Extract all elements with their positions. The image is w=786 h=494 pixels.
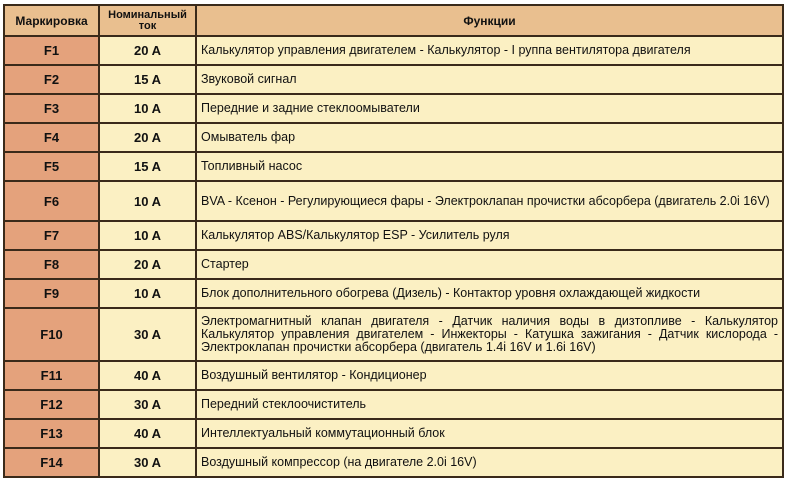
fuse-mark: F10 <box>4 308 99 361</box>
fuse-mark: F2 <box>4 65 99 94</box>
fuse-mark: F3 <box>4 94 99 123</box>
fuse-function: Воздушный вентилятор - Кондиционер <box>196 361 783 390</box>
fuse-mark: F4 <box>4 123 99 152</box>
fuse-current: 10 A <box>99 221 196 250</box>
fuse-function: Стартер <box>196 250 783 279</box>
fuse-mark: F1 <box>4 36 99 65</box>
fuse-current: 40 A <box>99 419 196 448</box>
table-row <box>4 36 783 65</box>
fuse-mark: F6 <box>4 181 99 221</box>
fuse-current: 10 A <box>99 94 196 123</box>
fuse-table-container <box>3 4 782 478</box>
fuse-current: 30 A <box>99 448 196 477</box>
fuse-current: 20 A <box>99 123 196 152</box>
table-row <box>4 181 783 221</box>
fuse-current: 15 A <box>99 65 196 94</box>
header-current: Номинальный ток <box>99 5 196 36</box>
table-row <box>4 221 783 250</box>
fuse-mark: F9 <box>4 279 99 308</box>
table-row <box>4 308 783 361</box>
fuse-current: 30 A <box>99 390 196 419</box>
table-row <box>4 94 783 123</box>
fuse-function: Воздушный компрессор (на двигателе 2.0i 16V) <box>196 448 783 477</box>
table-row <box>4 152 783 181</box>
fuse-function: Топливный насос <box>196 152 783 181</box>
table-row <box>4 65 783 94</box>
fuse-mark: F12 <box>4 390 99 419</box>
table-row <box>4 448 783 477</box>
fuse-function: Калькулятор управления двигателем - Калькулятор - I руппа вентилятора двигателя <box>196 36 783 65</box>
fuse-current: 20 A <box>99 250 196 279</box>
fuse-current: 40 A <box>99 361 196 390</box>
fuse-current: 20 A <box>99 36 196 65</box>
table-row <box>4 390 783 419</box>
header-functions: Функции <box>196 5 783 36</box>
table-row <box>4 250 783 279</box>
fuse-current: 10 A <box>99 181 196 221</box>
fuse-mark: F7 <box>4 221 99 250</box>
fuse-function: Интеллектуальный коммутационный блок <box>196 419 783 448</box>
fuse-table <box>3 4 784 478</box>
table-row <box>4 361 783 390</box>
fuse-function: Электромагнитный клапан двигателя - Датчик наличия воды в дизтопливе - Калькулятор Калькулятор управления двигателем - Инжекторы - Катушка зажигания - Датчик кислорода - Электроклапан прочистки абсорбера (двигатель 1.4i 16V и 1.6i 16V) <box>196 308 783 361</box>
table-row <box>4 123 783 152</box>
header-row <box>4 5 783 36</box>
fuse-mark: F8 <box>4 250 99 279</box>
fuse-function: BVA - Ксенон - Регулирующиеся фары - Электроклапан прочистки абсорбера (двигатель 2.0i 16V) <box>196 181 783 221</box>
fuse-current: 10 A <box>99 279 196 308</box>
fuse-function: Блок дополнительного обогрева (Дизель) - Контактор уровня охлаждающей жидкости <box>196 279 783 308</box>
table-row <box>4 419 783 448</box>
fuse-function: Звуковой сигнал <box>196 65 783 94</box>
fuse-function: Передний стеклоочиститель <box>196 390 783 419</box>
fuse-current: 30 A <box>99 308 196 361</box>
fuse-function: Калькулятор ABS/Калькулятор ESP - Усилитель руля <box>196 221 783 250</box>
fuse-mark: F5 <box>4 152 99 181</box>
header-marking: Маркировка <box>4 5 99 36</box>
fuse-function: Омыватель фар <box>196 123 783 152</box>
fuse-mark: F14 <box>4 448 99 477</box>
fuse-mark: F11 <box>4 361 99 390</box>
fuse-function: Передние и задние стеклоомыватели <box>196 94 783 123</box>
table-row <box>4 279 783 308</box>
fuse-current: 15 A <box>99 152 196 181</box>
fuse-mark: F13 <box>4 419 99 448</box>
